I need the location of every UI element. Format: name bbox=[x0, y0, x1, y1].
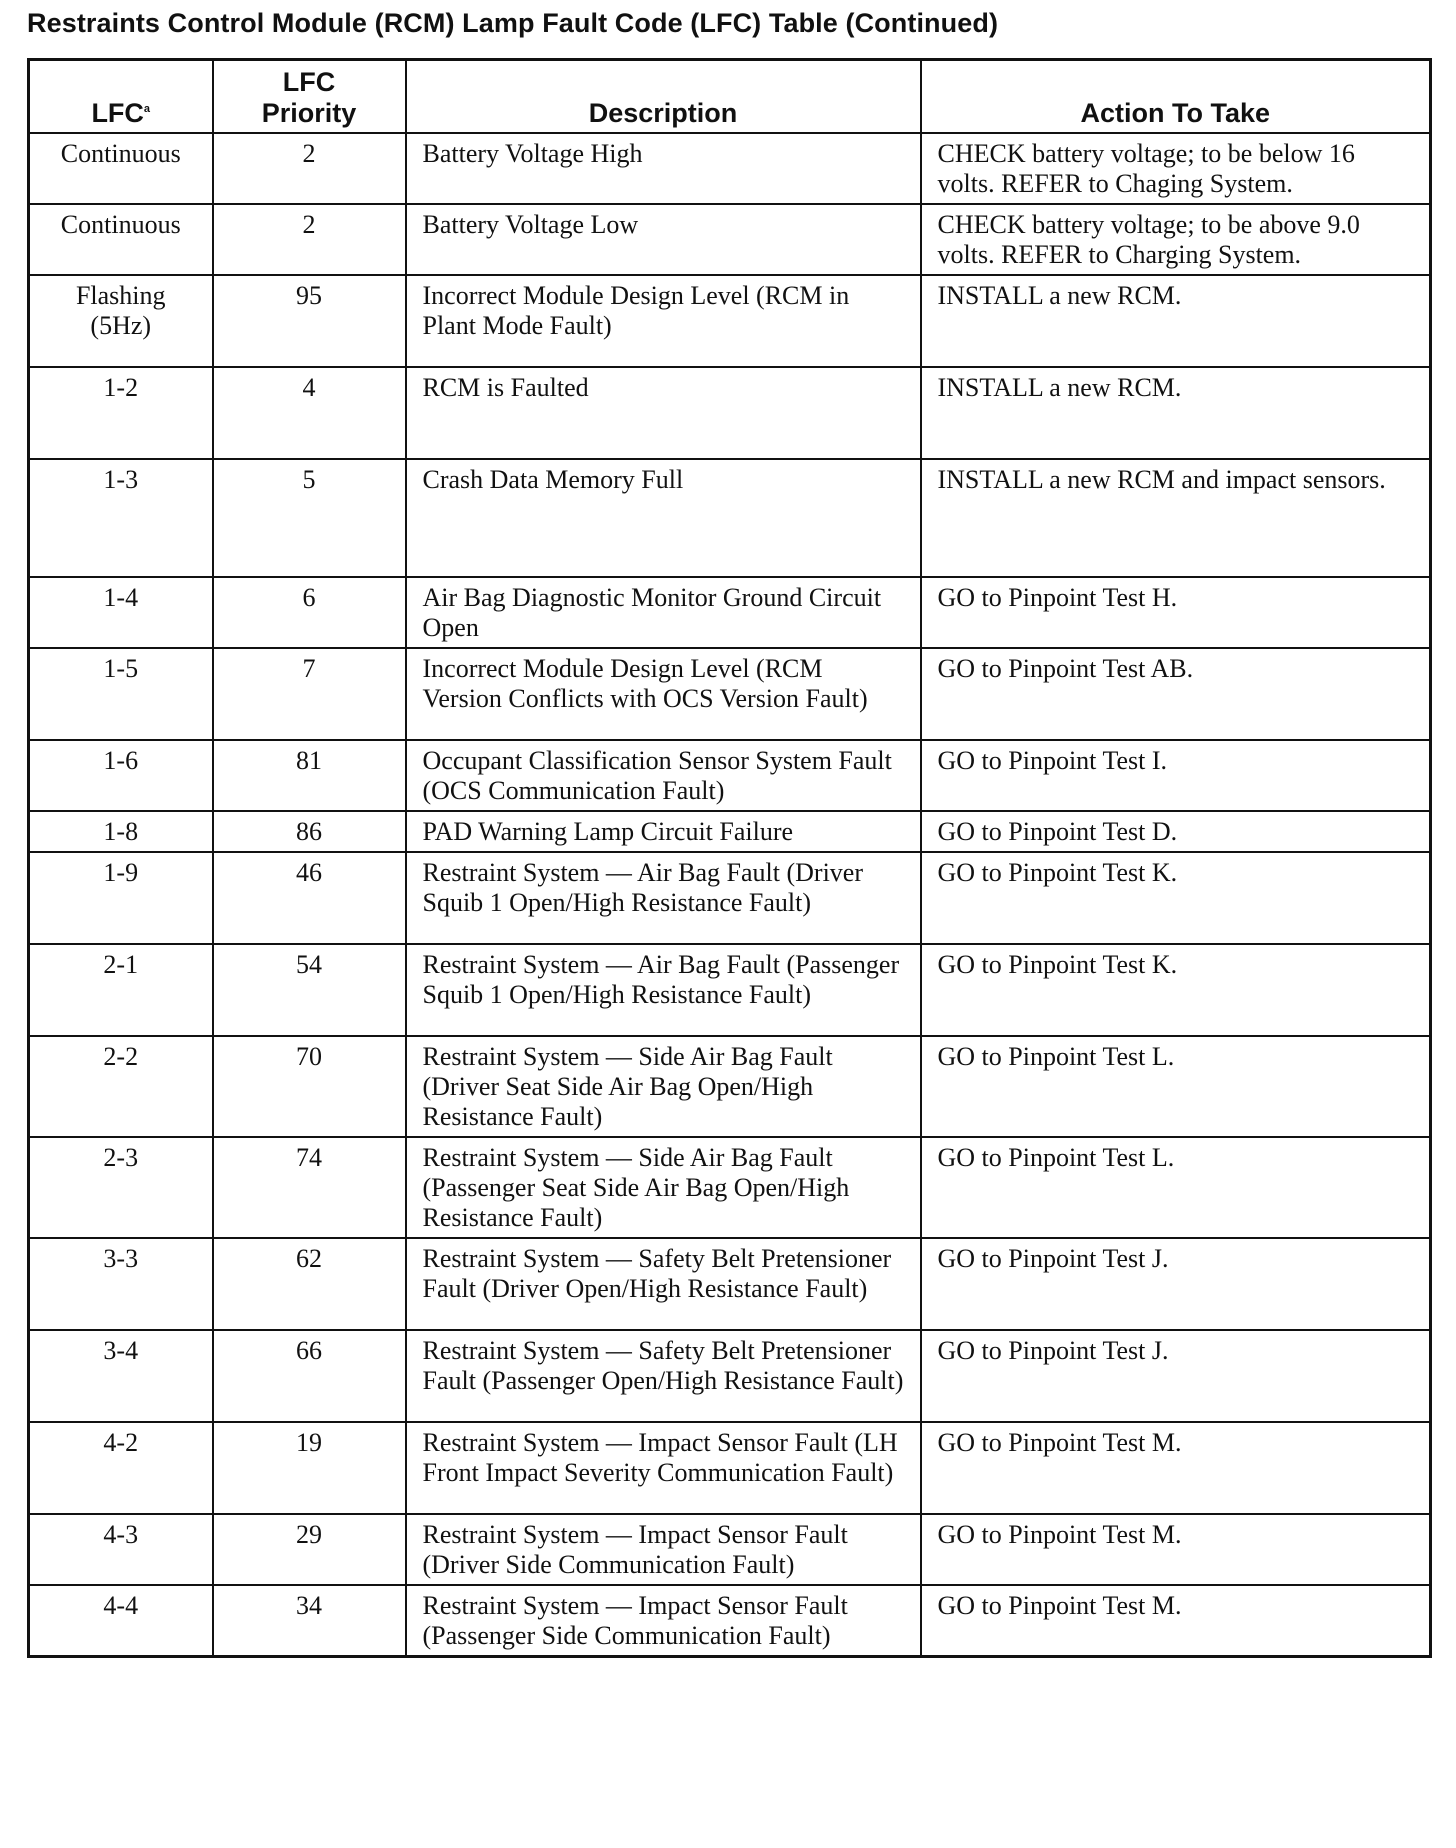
cell-priority: 74 bbox=[213, 1137, 406, 1238]
table-row bbox=[29, 1422, 1431, 1514]
cell-action: GO to Pinpoint Test AB. bbox=[921, 648, 1431, 740]
table-row bbox=[29, 1330, 1431, 1422]
cell-description: Restraint System — Air Bag Fault (Driver Squib 1 Open/High Resistance Fault) bbox=[406, 852, 921, 944]
cell-lfc: 4-3 bbox=[29, 1514, 213, 1585]
table-row bbox=[29, 811, 1431, 852]
cell-description: Restraint System — Impact Sensor Fault (LH Front Impact Severity Communication Fault) bbox=[406, 1422, 921, 1514]
header-priority-line1: LFC bbox=[282, 67, 336, 97]
table-row bbox=[29, 133, 1431, 204]
cell-description: Incorrect Module Design Level (RCM Version Conflicts with OCS Version Fault) bbox=[406, 648, 921, 740]
cell-description: Battery Voltage High bbox=[406, 133, 921, 204]
cell-description: Restraint System — Side Air Bag Fault (Passenger Seat Side Air Bag Open/High Resistance Fault) bbox=[406, 1137, 921, 1238]
cell-description: Restraint System — Air Bag Fault (Passenger Squib 1 Open/High Resistance Fault) bbox=[406, 944, 921, 1036]
cell-lfc: 1-8 bbox=[29, 811, 213, 852]
cell-lfc: 2-1 bbox=[29, 944, 213, 1036]
cell-lfc: 1-2 bbox=[29, 367, 213, 459]
table-row bbox=[29, 1036, 1431, 1137]
cell-priority: 70 bbox=[213, 1036, 406, 1137]
table-row bbox=[29, 204, 1431, 275]
table-row bbox=[29, 1585, 1431, 1657]
cell-description: Restraint System — Impact Sensor Fault (Driver Side Communication Fault) bbox=[406, 1514, 921, 1585]
cell-priority: 4 bbox=[213, 367, 406, 459]
cell-priority: 66 bbox=[213, 1330, 406, 1422]
header-lfc-priority bbox=[213, 60, 406, 134]
cell-lfc: 1-6 bbox=[29, 740, 213, 811]
table-row bbox=[29, 740, 1431, 811]
cell-action: GO to Pinpoint Test L. bbox=[921, 1036, 1431, 1137]
cell-lfc: 1-3 bbox=[29, 459, 213, 577]
cell-description: RCM is Faulted bbox=[406, 367, 921, 459]
table-row bbox=[29, 1238, 1431, 1330]
cell-action: GO to Pinpoint Test M. bbox=[921, 1514, 1431, 1585]
cell-priority: 62 bbox=[213, 1238, 406, 1330]
cell-description: Restraint System — Impact Sensor Fault (Passenger Side Communication Fault) bbox=[406, 1585, 921, 1657]
page-title: Restraints Control Module (RCM) Lamp Fault Code (LFC) Table (Continued) bbox=[27, 8, 999, 38]
cell-priority: 54 bbox=[213, 944, 406, 1036]
cell-priority: 6 bbox=[213, 577, 406, 648]
cell-description: Battery Voltage Low bbox=[406, 204, 921, 275]
header-priority-line2: Priority bbox=[261, 98, 357, 128]
cell-description: Occupant Classification Sensor System Fault (OCS Communication Fault) bbox=[406, 740, 921, 811]
cell-priority: 7 bbox=[213, 648, 406, 740]
cell-lfc: 1-9 bbox=[29, 852, 213, 944]
cell-lfc: 3-4 bbox=[29, 1330, 213, 1422]
cell-action: GO to Pinpoint Test H. bbox=[921, 577, 1431, 648]
cell-action: GO to Pinpoint Test K. bbox=[921, 944, 1431, 1036]
table-header-row bbox=[29, 60, 1431, 134]
cell-priority: 2 bbox=[213, 133, 406, 204]
cell-lfc: 1-5 bbox=[29, 648, 213, 740]
table-row bbox=[29, 367, 1431, 459]
cell-lfc: 2-3 bbox=[29, 1137, 213, 1238]
cell-action: GO to Pinpoint Test I. bbox=[921, 740, 1431, 811]
cell-action: GO to Pinpoint Test M. bbox=[921, 1585, 1431, 1657]
cell-lfc: Continuous bbox=[29, 133, 213, 204]
header-lfc-footnote-marker: a bbox=[143, 103, 151, 115]
cell-description: Restraint System — Safety Belt Pretensioner Fault (Passenger Open/High Resistance Fault) bbox=[406, 1330, 921, 1422]
cell-priority: 2 bbox=[213, 204, 406, 275]
table-row bbox=[29, 577, 1431, 648]
cell-priority: 19 bbox=[213, 1422, 406, 1514]
cell-description: Incorrect Module Design Level (RCM in Plant Mode Fault) bbox=[406, 275, 921, 367]
cell-action: CHECK battery voltage; to be below 16 volts. REFER to Chaging System. bbox=[921, 133, 1431, 204]
table-row bbox=[29, 852, 1431, 944]
cell-action: INSTALL a new RCM. bbox=[921, 367, 1431, 459]
cell-action: GO to Pinpoint Test J. bbox=[921, 1238, 1431, 1330]
cell-lfc: 4-4 bbox=[29, 1585, 213, 1657]
header-description: Description bbox=[406, 60, 921, 134]
table-row bbox=[29, 459, 1431, 577]
cell-description: Crash Data Memory Full bbox=[406, 459, 921, 577]
header-lfc-label: LFC bbox=[91, 98, 144, 128]
cell-lfc: 2-2 bbox=[29, 1036, 213, 1137]
cell-description: Restraint System — Side Air Bag Fault (Driver Seat Side Air Bag Open/High Resistance Fault) bbox=[406, 1036, 921, 1137]
cell-action: INSTALL a new RCM and impact sensors. bbox=[921, 459, 1431, 577]
cell-action: GO to Pinpoint Test M. bbox=[921, 1422, 1431, 1514]
cell-priority: 34 bbox=[213, 1585, 406, 1657]
cell-action: GO to Pinpoint Test J. bbox=[921, 1330, 1431, 1422]
header-action: Action To Take bbox=[921, 60, 1431, 134]
cell-action: INSTALL a new RCM. bbox=[921, 275, 1431, 367]
cell-description: Restraint System — Safety Belt Pretensioner Fault (Driver Open/High Resistance Fault) bbox=[406, 1238, 921, 1330]
cell-action: CHECK battery voltage; to be above 9.0 volts. REFER to Charging System. bbox=[921, 204, 1431, 275]
cell-action: GO to Pinpoint Test K. bbox=[921, 852, 1431, 944]
table-row bbox=[29, 1514, 1431, 1585]
header-lfc bbox=[29, 60, 213, 134]
cell-priority: 95 bbox=[213, 275, 406, 367]
cell-lfc: 4-2 bbox=[29, 1422, 213, 1514]
cell-priority: 86 bbox=[213, 811, 406, 852]
cell-priority: 81 bbox=[213, 740, 406, 811]
cell-action: GO to Pinpoint Test D. bbox=[921, 811, 1431, 852]
cell-action: GO to Pinpoint Test L. bbox=[921, 1137, 1431, 1238]
cell-priority: 5 bbox=[213, 459, 406, 577]
cell-description: Air Bag Diagnostic Monitor Ground Circuit Open bbox=[406, 577, 921, 648]
table-row bbox=[29, 944, 1431, 1036]
lfc-table bbox=[27, 58, 1432, 1658]
cell-priority: 29 bbox=[213, 1514, 406, 1585]
cell-priority: 46 bbox=[213, 852, 406, 944]
table-row bbox=[29, 648, 1431, 740]
cell-lfc: 3-3 bbox=[29, 1238, 213, 1330]
table-row bbox=[29, 275, 1431, 367]
cell-lfc: 1-4 bbox=[29, 577, 213, 648]
cell-lfc: Continuous bbox=[29, 204, 213, 275]
table-row bbox=[29, 1137, 1431, 1238]
cell-description: PAD Warning Lamp Circuit Failure bbox=[406, 811, 921, 852]
cell-lfc: Flashing (5Hz) bbox=[29, 275, 213, 367]
